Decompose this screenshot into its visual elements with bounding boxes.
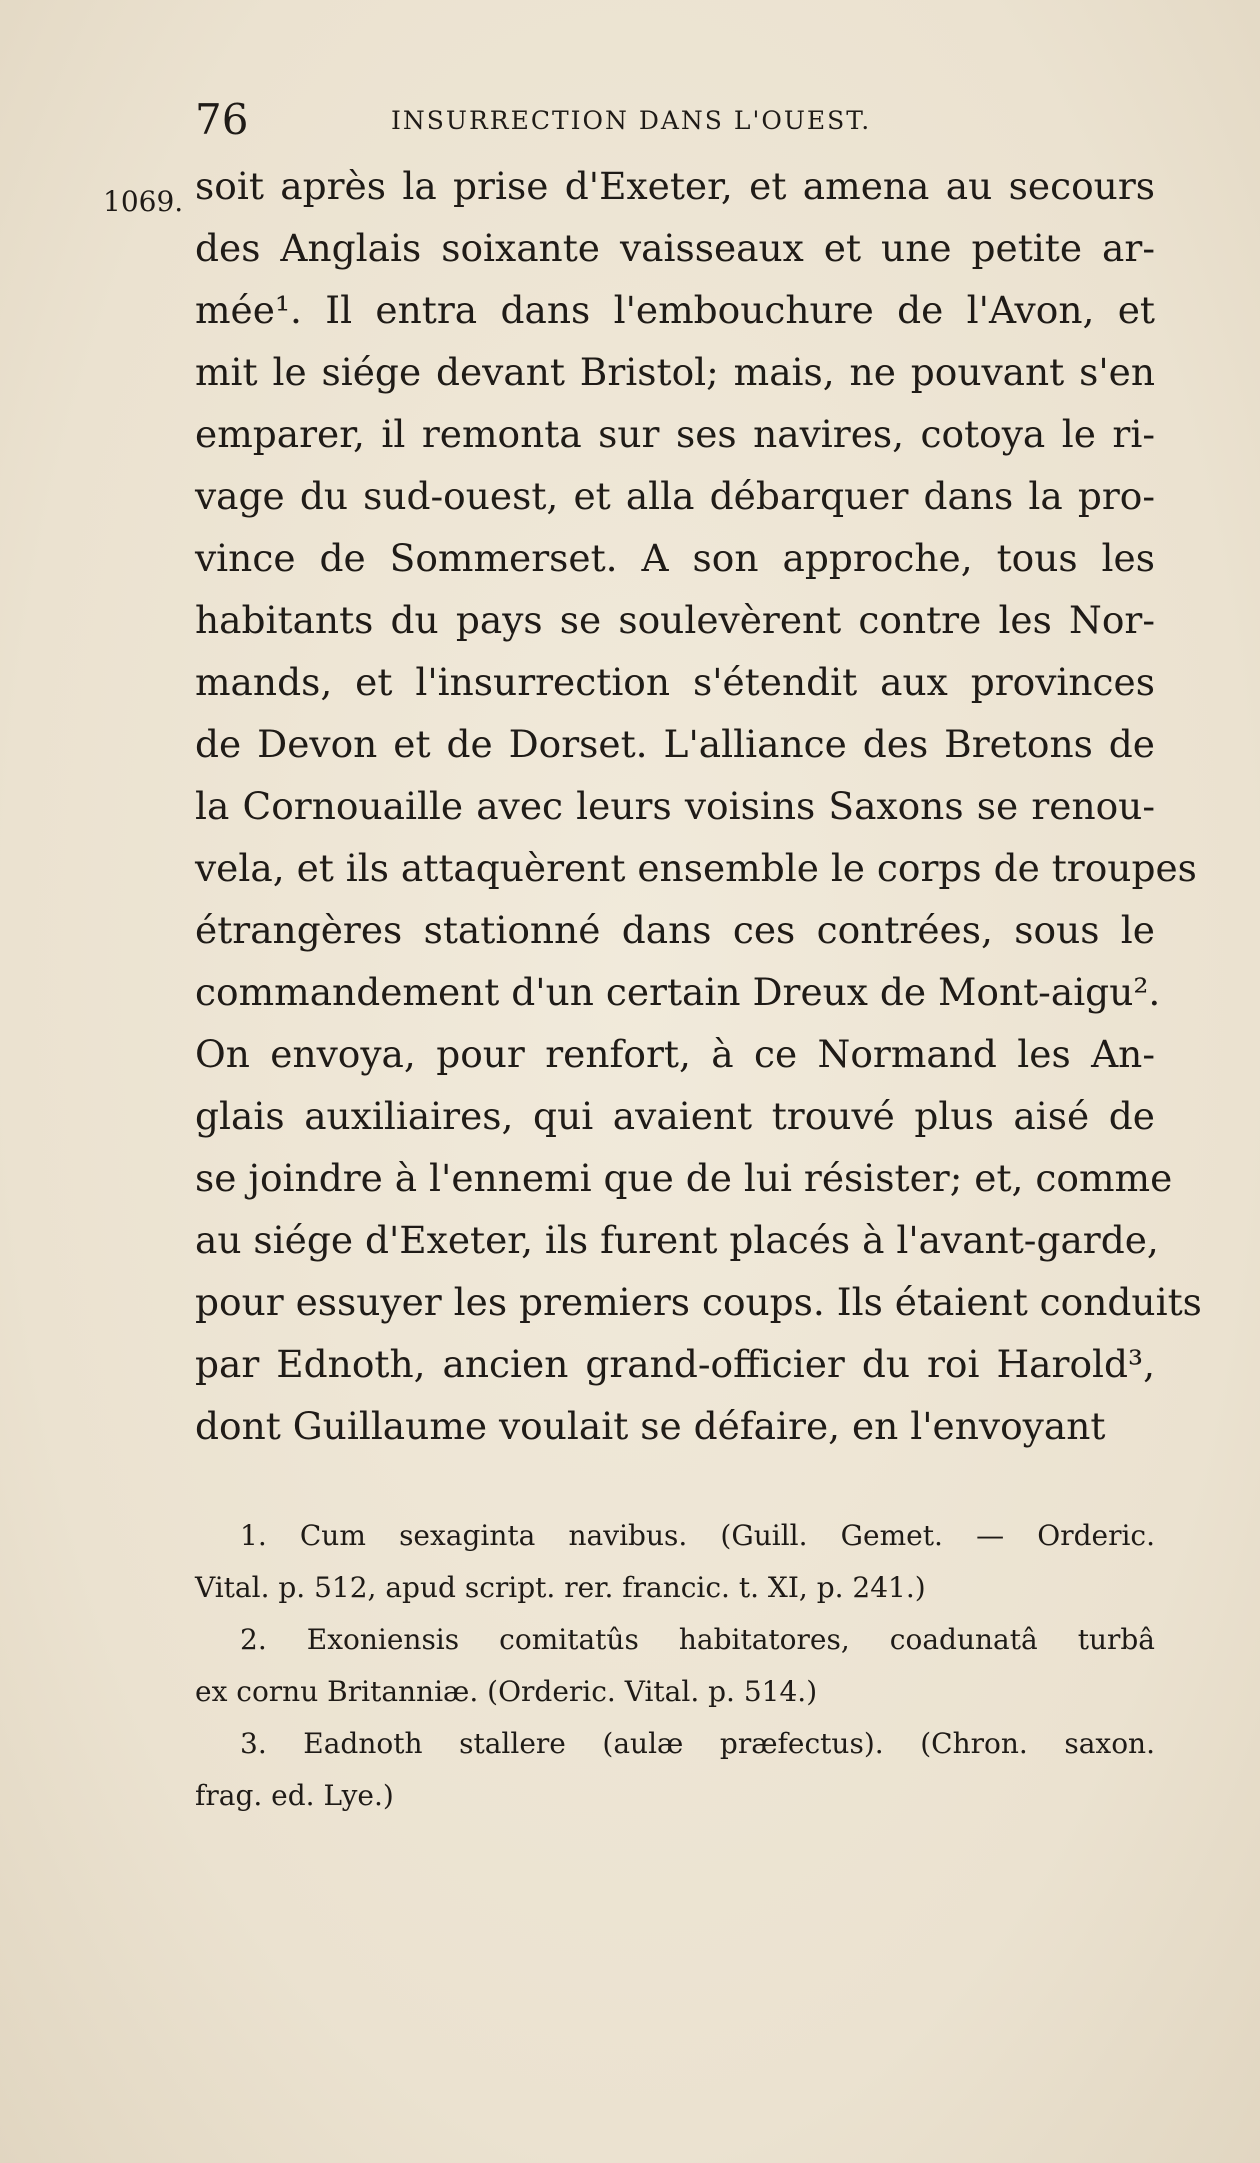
- footnote-line: frag. ed. Lye.): [195, 1779, 394, 1812]
- running-head: [195, 95, 955, 145]
- body-line: glais auxiliaires, qui avaient trouvé plus aisé de: [195, 1094, 1155, 1138]
- body-line: au siége d'Exeter, ils furent placés à l'avant-garde,: [195, 1218, 1159, 1262]
- body-line: mée¹. Il entra dans l'embouchure de l'Avon, et: [195, 288, 1155, 332]
- body-line: pour essuyer les premiers coups. Ils étaient conduits: [195, 1280, 1202, 1324]
- body-line: vela, et ils attaquèrent ensemble le corps de troupes: [195, 846, 1197, 890]
- body-text: [195, 155, 1202, 1457]
- body-line: emparer, il remonta sur ses navires, cotoya le ri-: [195, 412, 1155, 456]
- body-line: mands, et l'insurrection s'étendit aux provinces: [195, 660, 1155, 704]
- footnote-line: Vital. p. 512, apud script. rer. francic. t. XI, p. 241.): [195, 1571, 926, 1604]
- footnotes: [195, 1510, 1155, 1822]
- body-line: de Devon et de Dorset. L'alliance des Bretons de: [195, 722, 1155, 766]
- footnote-3: [195, 1718, 1155, 1822]
- body-line: vage du sud-ouest, et alla débarquer dans la pro-: [195, 474, 1155, 518]
- body-line: des Anglais soixante vaisseaux et une petite ar-: [195, 226, 1155, 270]
- margin-year: 1069.: [103, 185, 184, 218]
- running-title: INSURRECTION DANS L'OUEST.: [391, 106, 872, 135]
- footnote-2: [195, 1614, 1155, 1718]
- footnote-line: ex cornu Britanniæ. (Orderic. Vital. p. 514.): [195, 1675, 818, 1708]
- page-number: 76: [195, 95, 249, 144]
- body-line: par Ednoth, ancien grand-officier du roi Harold³,: [195, 1342, 1155, 1386]
- body-line: commandement d'un certain Dreux de Mont-aigu².: [195, 970, 1161, 1014]
- footnote-1: [195, 1510, 1155, 1614]
- body-line: On envoya, pour renfort, à ce Normand les An-: [195, 1032, 1155, 1076]
- footnote-line: 3. Eadnoth stallere (aulæ præfectus). (Chron. saxon.: [240, 1727, 1155, 1760]
- body-line: étrangères stationné dans ces contrées, sous le: [195, 908, 1155, 952]
- body-line: dont Guillaume voulait se défaire, en l'envoyant: [195, 1404, 1106, 1448]
- footnote-line: 1. Cum sexaginta navibus. (Guill. Gemet. — Orderic.: [240, 1519, 1155, 1552]
- body-line: habitants du pays se soulevèrent contre les Nor-: [195, 598, 1155, 642]
- footnote-line: 2. Exoniensis comitatûs habitatores, coadunatâ turbâ: [240, 1623, 1155, 1656]
- body-line: soit après la prise d'Exeter, et amena au secours: [195, 164, 1155, 208]
- body-line: mit le siége devant Bristol; mais, ne pouvant s'en: [195, 350, 1155, 394]
- body-line: vince de Sommerset. A son approche, tous les: [195, 536, 1155, 580]
- body-line: se joindre à l'ennemi que de lui résister; et, comme: [195, 1156, 1173, 1200]
- body-line: la Cornouaille avec leurs voisins Saxons se renou-: [195, 784, 1155, 828]
